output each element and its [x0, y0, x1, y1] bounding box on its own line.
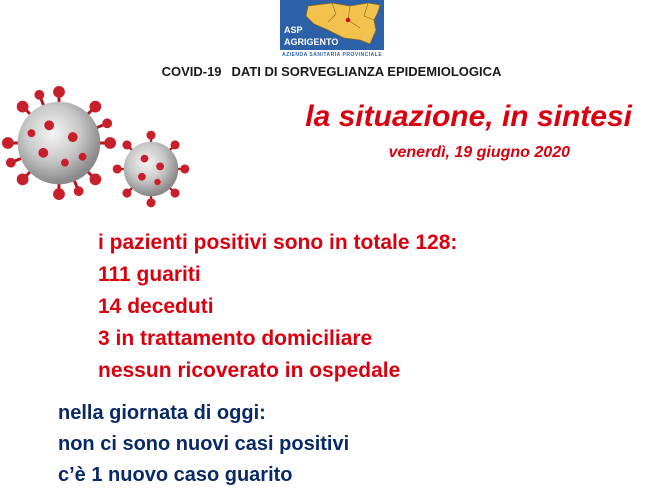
today-update: [58, 398, 349, 491]
header-surveillance: DATI DI SORVEGLIANZA EPIDEMIOLOGICA: [231, 64, 502, 79]
headline: la situazione, in sintesi: [305, 100, 632, 133]
total-positive: i pazienti positivi sono in totale 128:: [98, 231, 458, 254]
today-new-cases: non ci sono nuovi casi positivi: [58, 433, 350, 455]
today-heading: nella giornata di oggi:: [58, 402, 266, 424]
logo-line-1: ASP: [284, 25, 303, 35]
asp-agrigento-logo: [280, 0, 384, 60]
deceased-count: 14 deceduti: [98, 295, 214, 318]
summary-list: [98, 227, 457, 387]
hospitalized-status: nessun ricoverato in ospedale: [98, 359, 401, 382]
coronavirus-large-icon: [0, 84, 118, 202]
recovered-count: 111 guariti: [98, 263, 201, 286]
logo-box: [280, 0, 384, 50]
report-date: venerdì, 19 giugno 2020: [388, 144, 570, 161]
coronavirus-small-icon: [112, 130, 190, 208]
page-header: [0, 64, 663, 79]
home-treatment-count: 3 in trattamento domiciliare: [98, 327, 373, 350]
logo-caption: AZIENDA SANITARIA PROVINCIALE: [282, 52, 383, 58]
logo-line-2: AGRIGENTO: [284, 37, 339, 47]
today-new-recovered: c’è 1 nuovo caso guarito: [58, 464, 293, 486]
header-covid: COVID-19: [161, 64, 222, 79]
